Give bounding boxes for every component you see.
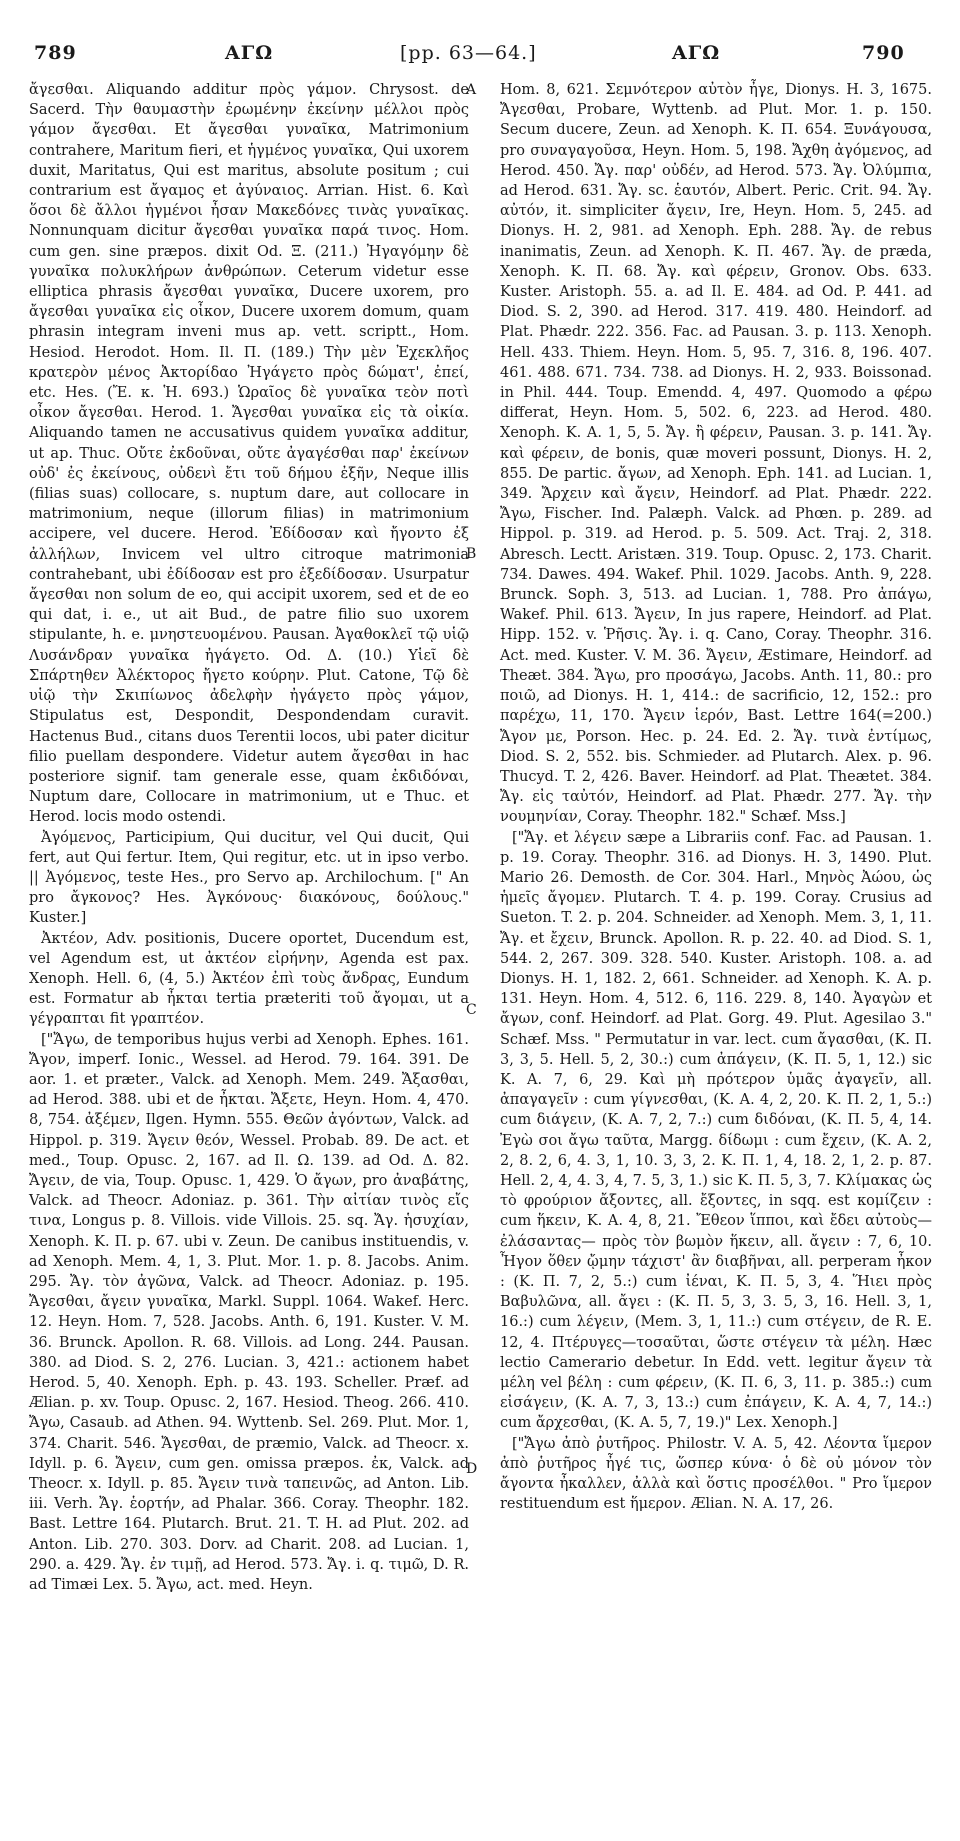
margin-mark-b: B <box>466 546 477 562</box>
right-column <box>500 80 932 1514</box>
entry-agw-lex-xenoph: ["Ἄγ. et λέγειν sæpe a Librariis conf. Fac. ad Pausan. 1. p. 19. Coray. Theophr. 316. ad Dionys. H. 3, 1490. Plut. Mario 26. Demosth. de Cor. 304. Harl., Μηνὸς Ἀώου, ὡς ἡμεῖς ἄγομεν. Plutarch. T. 4. p. 199. Coray. Crusius ad Sueton. T. 2. p. 204. Schneider. ad Xenoph. Mem. 3, 1, 11. Ἄγ. et ἔχειν, Brunck. Apollon. R. p. 22. 40. ad Diod. S. 1, 544. 2, 267. 309. 328. 540. Kuster. Aristoph. 108. a. ad Dionys. H. 1, 182. 2, 661. Schneider. ad Xenoph. K. A. p. 131. Heyn. Hom. 4, 512. 6, 116. 229. 8, 140. Ἀγαγὼν et ἄγων, conf. Heindorf. ad Plat. Gorg. 49. Plut. Agesilao 3." Schæf. Mss. " Permutatur in var. lect. cum ἄγασθαι, (K. Π. 3, 3, 5. Hell. 5, 2, 30.:) cum ἀπάγειν, (K. Π. 5, 1, 12.) sic K. A. 7, 6, 29. Καὶ μὴ πρότερον ὑμᾶς ἀγαγεῖν, all. ἀπαγαγεῖν : cum γίγνεσθαι, (K. A. 4, 2, 20. K. Π. 2, 1, 5.:) cum διάγειν, (K. A. 7, 2, 7.:) cum διδόναι, (K. Π. 5, 4, 14. Ἐγὼ σοι ἄγω ταῦτα, Margg. δίδωμι : cum ἔχειν, (K. A. 2, 2, 8. 2, 6, 4. 3, 1, 10. 3, 3, 2. K. Π. 1, 4, 18. 2, 1, 2. p. 87. Hell. 2, 4, 4. 3, 4, 7. 5, 3, 1.) sic K. Π. 5, 3, 7. Κλίμακας ὡς τὸ φρούριον ἄξοντες, all. ἔξοντες, in sqq. est κομίζειν : cum ἥκειν, K. A. 4, 8, 21. Ἔθεον ἵπποι, καὶ ἔδει αὐτοὺς—ἐλάσαντας— πρὸς τὸν βωμὸν ἥκειν, all. ἄγειν : 7, 6, 10. Ἦγον ὅθεν ᾤμην τάχιστ' ἂν διαβῆναι, all. perperam ἦκον : (K. Π. 7, 2, 5.:) cum ἰέναι, K. Π. 5, 3, 4. Ἥιει πρὸς Βαβυλῶνα, all. ἄγει : (K. Π. 5, 3, 3. 5, 3, 16. Hell. 3, 1, 16.:) cum λέγειν, (Mem. 3, 1, 11.:) cum στέγειν, de R. E. 12, 4. Πτέρυγες—τοσαῦται, ὥστε στέγειν τὰ μέλη. Hæc lectio Camerario debetur. In Edd. vett. legitur ἄγειν τὰ μέλη vel βέλη : cum φέρειν, (K. Π. 6, 3, 11. p. 385.:) cum εἰσάγειν, (K. A. 7, 3, 13.:) cum ἐπάγειν, K. A. 4, 7, 14.:) cum ἄρχεσθαι, (K. A. 5, 7, 19.)" Lex. Xenoph.] <box>500 829 932 1432</box>
entry-agw-notes: ["Ἄγω, de temporibus hujus verbi ad Xenoph. Ephes. 161. Ἄγον, imperf. Ionic., Wessel. ad Herod. 79. 164. 391. De aor. 1. et præter., Valck. ad Xenoph. Mem. 249. Ἄξασθαι, ad Herod. 388. ubi et de ἦκται. Ἄξετε, Heyn. Hom. 4, 470. 8, 754. ἀξέμεν, Ilgen. Hymn. 555. Θεῶν ἀγόντων, Valck. ad Hippol. p. 319. Ἄγειν θεόν, Wessel. Probab. 89. De act. et med., Toup. Opusc. 2, 167. ad Il. Ω. 139. ad Od. Δ. 82. Ἄγειν, de via, Toup. Opusc. 1, 429. Ὁ ἄγων, pro ἀναβάτης, Valck. ad Theocr. Adoniaz. p. 361. Τὴν αἰτίαν τινὸς εἴς τινα, Longus p. 8. Villois. vide Villois. 25. sq. Ἄγ. ἡσυχίαν, Xenoph. K. Π. p. 67. ubi v. Zeun. De canibus instituendis, v. ad Xenoph. Mem. 4, 1, 3. Plut. Mor. 1. p. 8. Jacobs. Anim. 295. Ἄγ. τὸν ἀγῶνα, Valck. ad Theocr. Adoniaz. p. 195. Ἄγεσθαι, ἄγειν γυναῖκα, Markl. Suppl. 1064. Wakef. Herc. 12. Heyn. Hom. 7, 528. Jacobs. Anth. 6, 191. Kuster. V. M. 36. Brunck. Apollon. R. 68. Villois. ad Long. 244. Pausan. 380. ad Diod. S. 2, 276. Lucian. 3, 421.: actionem habet Herod. 5, 40. Xenoph. Eph. p. 43. 193. Scheller. Præf. ad Ælian. p. xv. Toup. Opusc. 2, 167. Hesiod. Theog. 266. 410. Ἄγω, Casaub. ad Athen. 94. Wyttenb. Sel. 269. Plut. Mor. 1, 374. Charit. 546. Ἄγεσθαι, de præmio, Valck. ad Theocr. x. Idyll. p. 6. Ἄγειν, cum gen. omissa præpos. ἐκ, Valck. ad Theocr. x. Idyll. p. 85. Ἄγειν τινὰ ταπεινῶς, ad Anton. Lib. iii. Verh. Ἄγ. ἑορτήν, ad Phalar. 366. Coray. Theophr. 182. Bast. Lettre 164. Plutarch. Brut. 21. T. H. ad Plut. 202. ad Anton. Lib. 270. 303. Dorv. ad Charit. 208. ad Lucian. 1, 290. a. 429. Ἄγ. ἐν τιμῇ, ad Herod. 573. Ἄγ. i. q. τιμῶ, D. R. ad Timæi Lex. 5. Ἄγω, act. med. Heyn. <box>29 1031 469 1594</box>
margin-mark-c: C <box>466 1002 477 1018</box>
entry-agomenos: Ἀγόμενος, Participium, Qui ducitur, vel Qui ducit, Qui fert, aut Qui fertur. Item, Qui regitur, etc. ut in ipso verbo. || Ἀγόμενος, teste Hes., pro Servo ap. Archilochum. [" An pro ἄγκονος? Hes. Ἀγκόνους· διακόνους, δούλους." Kuster.] <box>29 829 469 927</box>
running-headword-left: ΑΓΩ <box>225 42 274 64</box>
entry-agesthai-paragraph: ἄγεσθαι. Aliquando additur πρὸς γάμον. Chrysost. de Sacerd. Τὴν θαυμαστὴν ἐρωμένην ἐκείνην μέλλοι πρὸς γάμον ἄγεσθαι. Et ἄγεσθαι γυναῖκα, Matrimonium contrahere, Maritum fieri, et ἡγμένος γυναῖκα, Qui uxorem duxit, Maritatus, Qui est maritus, absolute positum ; cui contrarium est ἄγαμος et ἀγύναιος. Arrian. Hist. 6. Καὶ ὅσοι δὲ ἄλλοι ἠγμένοι ἦσαν Μακεδόνες τινὰς γυναῖκας. Nonnunquam dicitur ἄγεσθαι γυναῖκα παρά τινος. Hom. cum gen. sine præpos. dixit Od. Ξ. (211.) Ἠγαγόμην δὲ γυναῖκα πολυκλήρων ἀνθρώπων. Ceterum videtur esse elliptica phrasis ἄγεσθαι γυναῖκα, Ducere uxorem, pro ἄγεσθαι γυναῖκα εἰς οἶκον, Ducere uxorem domum, quam phrasin integram inveni mus ap. vett. scriptt., Hom. Hesiod. Herodot. Hom. Il. Π. (189.) Τὴν μὲν Ἐχεκλῆος κρατερὸν μένος Ἀκτορίδαο Ἠγάγετο πρὸς δώματ', ἐπεί, etc. Hes. (Ἔ. κ. Ἡ. 693.) Ὡραῖος δὲ γυναῖκα τεὸν ποτὶ οἶκον ἄγεσθαι. Herod. 1. Ἄγεσθαι γυναῖκα εἰς τὰ οἰκία. Aliquando tamen ne accusativus quidem γυναῖκα additur, ut ap. Thuc. Οὔτε ἐκδοῦναι, οὔτε ἀγαγέσθαι παρ' ἐκείνων οὐδ' ἐς ἐκείνους, οὐδενὶ ἔτι τοῦ δήμου ἐξῆν, Neque illis (filias suas) collocare, s. nuptum dare, aut collocare in matrimonium, neque (illorum filias) in matrimonium accipere, vel ducere. Herod. Ἐδίδοσαν καὶ ἤγοντο ἐξ ἀλλήλων, Invicem vel ultro citroque matrimonia contrahebant, ubi ἐδίδοσαν est pro ἐξεδίδοσαν. Usurpatur ἄγεσθαι non solum de eo, qui accipit uxorem, sed et de eo qui dat, i. e., ut ait Bud., de patre filio suo uxorem stipulante, h. e. μνηστευομένου. Pausan. Ἀγαθοκλεῖ τῷ υἱῷ Λυσάνδραν γυναῖκα ἠγάγετο. Od. Δ. (10.) Υἱεῖ δὲ Σπάρτηθεν Ἀλέκτορος ἤγετο κούρην. Plut. Catone, Τῷ δὲ υἱῷ τὴν Σκιπίωνος ἀδελφὴν ἠγάγετο πρὸς γάμον, Stipulatus est, Despondit, Despondendam curavit. Hactenus Bud., citans duos Terentii locos, ubi pater dicitur filio puellam despondere. Videtur autem ἄγεσθαι in hac posteriore signif. tam generale esse, quam ἐκδιδόναι, Nuptum dare, Collocare in matrimonium, ut e Thuc. et Herod. locis modo ostendi. <box>29 82 469 826</box>
entry-agw-apo-rytheros: ["Ἄγω ἀπὸ ῥυτῆρος. Philostr. V. A. 5, 42. Λέοντα ἵμερον ἀπὸ ῥυτῆρος ἦγέ τις, ὥσπερ κύνα· ὁ δὲ οὐ μόνον τὸν ἄγοντα ἦκαλλεν, ἀλλὰ καὶ ὅστις προσέλθοι. " Pro ἵμερον restituendum est ἥμερον. Ælian. N. A. 17, 26. <box>500 1435 932 1513</box>
running-headword-right: ΑΓΩ <box>672 42 721 64</box>
page-number-left: 789 <box>34 42 77 64</box>
entry-akteon: Ἀκτέον, Adv. positionis, Ducere oportet, Ducendum est, vel Agendum est, ut ἀκτέον εἰρήνην, Agenda est pax. Xenoph. Hell. 6, (4, 5.) Ἀκτέον ἐπὶ τοὺς ἄνδρας, Eundum est. Formatur ab ἦκται tertia præteriti τοῦ ἄγομαι, ut a γέγραπται fit γραπτέον. <box>29 930 469 1028</box>
margin-mark-d: D <box>466 1461 478 1477</box>
page-number-right: 790 <box>862 42 905 64</box>
page-range-reference: [pp. 63—64.] <box>400 42 537 64</box>
entry-agw-notes-continued: Hom. 8, 621. Σεμνότερον αὐτὸν ἦγε, Dionys. H. 3, 1675. Ἄγεσθαι, Probare, Wyttenb. ad Plut. Mor. 1. p. 150. Secum ducere, Zeun. ad Xenoph. K. Π. 654. Ξυνάγουσα, pro συναγαγοῦσα, Heyn. Hom. 5, 198. Ἄχθη ἀγόμενος, ad Herod. 450. Ἄγ. παρ' οὐδέν, ad Herod. 573. Ἄγ. Ὀλύμπια, ad Herod. 631. Ἄγ. sc. ἑαυτόν, Albert. Peric. Crit. 94. Ἄγ. αὐτόν, it. simpliciter ἄγειν, Ire, Heyn. Hom. 5, 245. ad Dionys. H. 2, 981. ad Xenoph. Eph. 288. Ἄγ. de rebus inanimatis, Zeun. ad Xenoph. K. Π. 467. Ἄγ. de præda, Xenoph. K. Π. 68. Ἄγ. καὶ φέρειν, Gronov. Obs. 633. Kuster. Aristoph. 55. a. ad Il. E. 484. ad Od. P. 441. ad Diod. S. 2, 390. ad Herod. 317. 419. 480. Heindorf. ad Plat. Phædr. 222. 356. Fac. ad Pausan. 3. p. 113. Xenoph. Hell. 433. Thiem. Heyn. Hom. 5, 95. 7, 316. 8, 196. 407. 461. 488. 671. 734. 738. ad Dionys. H. 2, 933. Boissonad. in Phil. 444. Toup. Emendd. 4, 497. Quomodo a φέρω differat, Heyn. Hom. 5, 502. 6, 223. ad Herod. 480. Xenoph. K. A. 1, 5, 5. Ἄγ. ἢ φέρειν, Pausan. 3. p. 141. Ἄγ. καὶ φέρειν, de bonis, quæ moveri possunt, Dionys. H. 2, 855. De partic. ἄγων, ad Xenoph. Eph. 141. ad Lucian. 1, 349. Ἄρχειν καὶ ἄγειν, Heindorf. ad Plat. Phædr. 222. Ἄγω, Fischer. Ind. Palæph. Valck. ad Phœn. p. 289. ad Hippol. p. 319. ad Herod. p. 5. 509. Act. Traj. 2, 318. Abresch. Lectt. Aristæn. 319. Toup. Opusc. 2, 173. Charit. 734. Dawes. 494. Wakef. Phil. 1029. Jacobs. Anth. 9, 228. Brunck. Soph. 3, 513. ad Lucian. 1, 788. Pro ἀπάγω, Wakef. Phil. 613. Ἄγειν, In jus rapere, Heindorf. ad Plat. Hipp. 152. v. Ῥῆσις. Ἄγ. i. q. Cano, Coray. Theophr. 316. Act. med. Kuster. V. M. 36. Ἄγειν, Æstimare, Heindorf. ad Theæt. 384. Ἄγω, pro προσάγω, Jacobs. Anth. 11, 80.: pro ποιῶ, ad Dionys. H. 1, 414.: de sacrificio, 12, 152.: pro παρέχω, 11, 170. Ἄγειν ἱερόν, Bast. Lettre 164(=200.) Ἄγον με, Porson. Hec. p. 24. Ed. 2. Ἄγ. τινὰ ἐντίμως, Diod. S. 2, 552. bis. Schmieder. ad Plutarch. Alex. p. 96. Thucyd. T. 2, 426. Baver. Heindorf. ad Plat. Theætet. 384. Ἄγ. εἰς ταὐτόν, Heindorf. ad Plat. Phædr. 277. Ἄγ. τὴν νουμηνίαν, Coray. Theophr. 182." Schæf. Mss.] <box>500 82 932 826</box>
left-column <box>29 80 469 1595</box>
margin-mark-a: A <box>466 82 477 98</box>
